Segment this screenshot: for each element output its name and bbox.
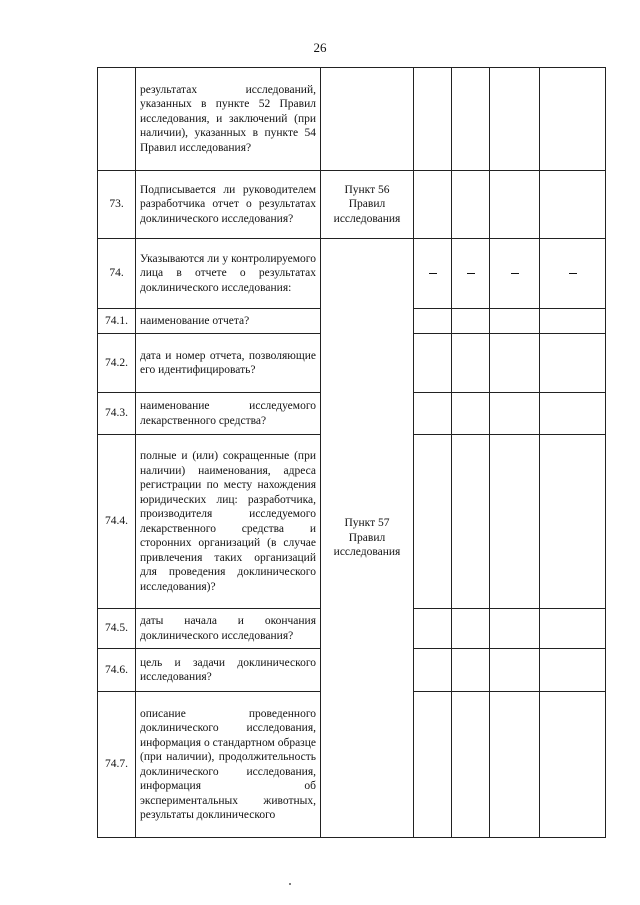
question-cell: даты начала и окончания доклинического исследования? xyxy=(136,609,321,649)
dash-icon xyxy=(569,273,577,274)
answer-cell-yes xyxy=(414,393,452,435)
table-row xyxy=(98,68,606,171)
answer-cell-na xyxy=(490,692,540,838)
answer-cell-yes xyxy=(414,692,452,838)
answer-cell-no xyxy=(452,435,490,609)
answer-cell-note xyxy=(540,393,606,435)
question-cell: полные и (или) сокращенные (при наличии) наименования, адреса регистрации по месту нахождения юридических лиц: разработчика, производителя исследуемого лекарственного средства и сторонних организаций (в случае привлечения таких организаций для проведения доклинического исследования)? xyxy=(136,435,321,609)
answer-cell-yes xyxy=(414,68,452,171)
answer-cell-note xyxy=(540,649,606,692)
checklist-table xyxy=(97,67,606,838)
answer-cell-note xyxy=(540,68,606,171)
row-number: 74.3. xyxy=(98,393,136,435)
answer-cell-no xyxy=(452,334,490,393)
answer-cell-no xyxy=(452,649,490,692)
dash-mark xyxy=(414,239,452,309)
answer-cell-no xyxy=(452,171,490,239)
row-number: 74.6. xyxy=(98,649,136,692)
answer-cell-yes xyxy=(414,435,452,609)
question-cell: наименование отчета? xyxy=(136,309,321,334)
answer-cell-note xyxy=(540,334,606,393)
question-cell: результатах исследований, указанных в пункте 52 Правил исследования, и заключений (при наличии), указанных в пункте 54 Правил исследования? xyxy=(136,68,321,171)
table-row xyxy=(98,171,606,239)
row-number: 74.7. xyxy=(98,692,136,838)
reference-cell-merged: Пункт 57 Правил исследования xyxy=(321,239,414,838)
table-row xyxy=(98,239,606,309)
row-number: 74. xyxy=(98,239,136,309)
answer-cell-na xyxy=(490,68,540,171)
reference-cell xyxy=(321,68,414,171)
row-number: 74.2. xyxy=(98,334,136,393)
answer-cell-na xyxy=(490,393,540,435)
dash-mark xyxy=(540,239,606,309)
question-cell: Подписывается ли руководителем разработчика отчет о результатах доклинического исследования? xyxy=(136,171,321,239)
question-cell: дата и номер отчета, позволяющие его идентифицировать? xyxy=(136,334,321,393)
dash-icon xyxy=(511,273,519,274)
answer-cell-na xyxy=(490,609,540,649)
reference-cell: Пункт 56 Правил исследования xyxy=(321,171,414,239)
answer-cell-no xyxy=(452,692,490,838)
row-number: 74.4. xyxy=(98,435,136,609)
answer-cell-na xyxy=(490,171,540,239)
question-cell: наименование исследуемого лекарственного средства? xyxy=(136,393,321,435)
answer-cell-na xyxy=(490,435,540,609)
answer-cell-yes xyxy=(414,334,452,393)
question-cell: Указываются ли у контролируемого лица в отчете о результатах доклинического исследования: xyxy=(136,239,321,309)
question-cell: описание проведенного доклинического исследования, информация о стандартном образце (при наличии), продолжительность доклинического исследования, информация об экспериментальных животных, результаты доклинического xyxy=(136,692,321,838)
answer-cell-no xyxy=(452,609,490,649)
answer-cell-no xyxy=(452,68,490,171)
row-number: 73. xyxy=(98,171,136,239)
answer-cell-yes xyxy=(414,171,452,239)
question-cell: цель и задачи доклинического исследования? xyxy=(136,649,321,692)
answer-cell-na xyxy=(490,309,540,334)
answer-cell-note xyxy=(540,692,606,838)
answer-cell-no xyxy=(452,393,490,435)
dash-mark xyxy=(490,239,540,309)
answer-cell-note xyxy=(540,171,606,239)
answer-cell-na xyxy=(490,649,540,692)
answer-cell-na xyxy=(490,334,540,393)
dash-icon xyxy=(429,273,437,274)
scan-speck xyxy=(289,883,291,885)
answer-cell-no xyxy=(452,309,490,334)
row-number xyxy=(98,68,136,171)
answer-cell-note xyxy=(540,609,606,649)
answer-cell-yes xyxy=(414,609,452,649)
answer-cell-yes xyxy=(414,309,452,334)
answer-cell-yes xyxy=(414,649,452,692)
answer-cell-note xyxy=(540,435,606,609)
row-number: 74.1. xyxy=(98,309,136,334)
dash-mark xyxy=(452,239,490,309)
dash-icon xyxy=(467,273,475,274)
answer-cell-note xyxy=(540,309,606,334)
page-number: 26 xyxy=(313,40,327,55)
row-number: 74.5. xyxy=(98,609,136,649)
